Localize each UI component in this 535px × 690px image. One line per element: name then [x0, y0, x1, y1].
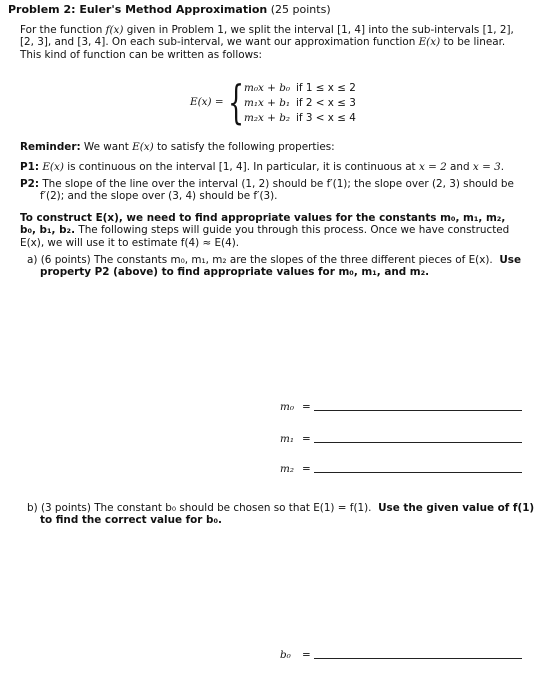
- answer-blank-m1[interactable]: [314, 442, 522, 443]
- piecewise-lhs: E(x) =: [190, 96, 224, 108]
- left-brace: {: [228, 75, 245, 129]
- part-b-label: b): [27, 502, 38, 514]
- intro-fx: f(x): [105, 24, 124, 36]
- part-a-label: a): [27, 254, 38, 266]
- reminder: [20, 141, 522, 153]
- piece-expr-2: m₂x + b₂: [244, 112, 291, 124]
- part-b-text: (3 points) The constant b₀ should be chosen so that E(1) = f(1).: [37, 502, 372, 514]
- reminder-text-1: We want: [80, 141, 133, 153]
- piecewise-definition: [190, 76, 390, 132]
- equals-sign: =: [302, 462, 311, 475]
- piece-cond-1: if 2 < x ≤ 3: [296, 97, 356, 109]
- answer-blank-m0[interactable]: [314, 410, 522, 411]
- piecewise-row-2: [244, 112, 356, 126]
- part-a-text: (6 points) The constants m₀, m₁, m₂ are the slopes of the three different pieces of E(x).: [37, 254, 493, 266]
- p1-text-1: is continuous on the interval [1, 4]. In particular, it is continuous at: [63, 161, 419, 173]
- answer-row-m1: [280, 431, 522, 445]
- piecewise-row-1: [244, 97, 356, 111]
- piece-expr-1: m₁x + b₁: [244, 97, 291, 109]
- p1-x1: x = 2: [418, 161, 447, 173]
- answer-label-m1: m₁: [280, 432, 295, 445]
- property-p1: [20, 161, 522, 173]
- answer-row-m0: [280, 399, 522, 413]
- equals-sign: =: [302, 400, 311, 413]
- piecewise-row-0: [244, 82, 356, 96]
- equals-sign: =: [302, 648, 311, 661]
- equals-sign: =: [302, 432, 311, 445]
- piece-cond-2: if 3 < x ≤ 4: [296, 112, 356, 124]
- part-a-instruction: Use property P2 (above) to find appropriate values for m₀, m₁, and m₂.: [40, 254, 521, 279]
- answer-label-m2: m₂: [280, 462, 295, 475]
- problem-title-main: Problem 2: Euler's Method Approximation: [8, 3, 268, 16]
- answer-row-b0: [280, 647, 522, 661]
- intro-text-1: For the function: [20, 24, 106, 36]
- reminder-text-2: to satisfy the following properties:: [153, 141, 335, 153]
- answer-blank-m2[interactable]: [314, 472, 522, 473]
- intro-text-2: given in Problem 1, we split the interval [1, 4] into the sub-intervals [1, 2], [2, 3], and [3, 4]. On each sub-interval, we want our approximation function: [20, 24, 514, 49]
- reminder-label: Reminder:: [20, 141, 81, 153]
- p1-Ex: E(x): [42, 161, 64, 173]
- answer-label-b0: b₀: [280, 648, 291, 661]
- piece-expr-0: m₀x + b₀: [244, 82, 291, 94]
- reminder-Ex: E(x): [132, 141, 154, 153]
- p1-x2: x = 3: [472, 161, 501, 173]
- construct-bold: To construct E(x), we need to find appropriate values for the constants m₀, m₁, m₂, b₀, b₁, b₂.: [20, 212, 506, 237]
- problem-title: [8, 4, 331, 16]
- part-b-instruction: Use the given value of f(1) to find the correct value for b₀.: [40, 502, 535, 527]
- answer-label-m0: m₀: [280, 400, 295, 413]
- p2-label: P2:: [20, 178, 40, 190]
- property-p2: [20, 178, 522, 203]
- part-a: [20, 254, 535, 279]
- p1-text-2: and: [446, 161, 473, 173]
- part-b: [20, 502, 535, 527]
- p1-text-3: .: [500, 161, 505, 173]
- piece-cond-0: if 1 ≤ x ≤ 2: [296, 82, 356, 94]
- answer-blank-b0[interactable]: [314, 658, 522, 659]
- construct-paragraph: [20, 212, 522, 249]
- intro-text-3: to be linear. This kind of function can be written as follows:: [20, 36, 506, 61]
- intro-paragraph: [20, 24, 522, 61]
- answer-row-m2: [280, 461, 522, 475]
- construct-rest: The following steps will guide you through this process. Once we have constructed E(x), we will use it to estimate f(4) ≈ E(4).: [20, 224, 510, 249]
- p2-text: The slope of the line over the interval (1, 2) should be f′(1); the slope over (2, 3) should be f′(2); and the slope over (3, 4) should be f′(3).: [39, 178, 514, 203]
- intro-Ex: E(x): [418, 36, 441, 49]
- p1-label: P1:: [20, 161, 40, 173]
- problem-points: (25 points): [270, 3, 331, 16]
